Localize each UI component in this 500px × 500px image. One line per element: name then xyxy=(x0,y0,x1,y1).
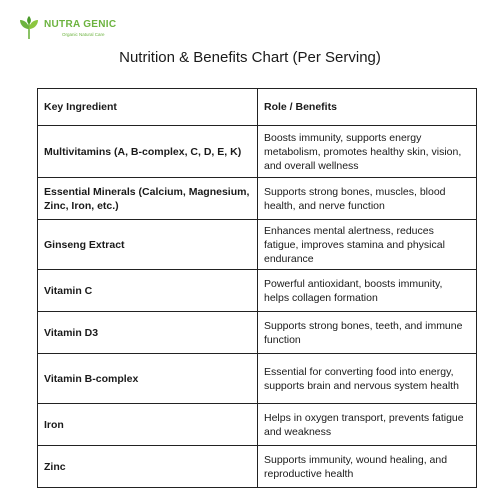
ingredient-cell: Multivitamins (A, B-complex, C, D, E, K) xyxy=(38,126,258,178)
benefit-cell: Supports strong bones, muscles, blood health, and nerve function xyxy=(258,178,477,220)
table-row xyxy=(38,446,477,488)
ingredient-cell: Vitamin B-complex xyxy=(38,354,258,404)
page-title: Nutrition & Benefits Chart (Per Serving) xyxy=(119,49,381,66)
brand-name: NUTRA GENIC xyxy=(44,19,117,30)
table-row xyxy=(38,312,477,354)
benefit-cell: Powerful antioxidant, boosts immunity, helps collagen formation xyxy=(258,270,477,312)
table-row xyxy=(38,404,477,446)
benefit-cell: Helps in oxygen transport, prevents fatigue and weakness xyxy=(258,404,477,446)
ingredient-cell: Vitamin C xyxy=(38,270,258,312)
ingredient-cell: Ginseng Extract xyxy=(38,220,258,270)
benefits-table xyxy=(37,88,477,488)
table-row xyxy=(38,126,477,178)
table-header-row xyxy=(38,89,477,126)
leaf-sprout-icon xyxy=(18,16,40,40)
table-row xyxy=(38,220,477,270)
brand-tagline: Organic Natural Care xyxy=(62,32,105,37)
ingredient-cell: Iron xyxy=(38,404,258,446)
ingredient-cell: Zinc xyxy=(38,446,258,488)
ingredient-cell: Vitamin D3 xyxy=(38,312,258,354)
table-row xyxy=(38,270,477,312)
benefit-cell: Supports immunity, wound healing, and reproductive health xyxy=(258,446,477,488)
column-header-ingredient: Key Ingredient xyxy=(38,89,258,126)
table-row xyxy=(38,178,477,220)
ingredient-cell: Essential Minerals (Calcium, Magnesium, Zinc, Iron, etc.) xyxy=(38,178,258,220)
brand-logo xyxy=(18,16,128,40)
benefit-cell: Supports strong bones, teeth, and immune function xyxy=(258,312,477,354)
column-header-benefits: Role / Benefits xyxy=(258,89,477,126)
table-row xyxy=(38,354,477,404)
benefit-cell: Essential for converting food into energy, supports brain and nervous system health xyxy=(258,354,477,404)
benefit-cell: Boosts immunity, supports energy metabolism, promotes healthy skin, vision, and overall wellness xyxy=(258,126,477,178)
benefit-cell: Enhances mental alertness, reduces fatigue, improves stamina and physical endurance xyxy=(258,220,477,270)
